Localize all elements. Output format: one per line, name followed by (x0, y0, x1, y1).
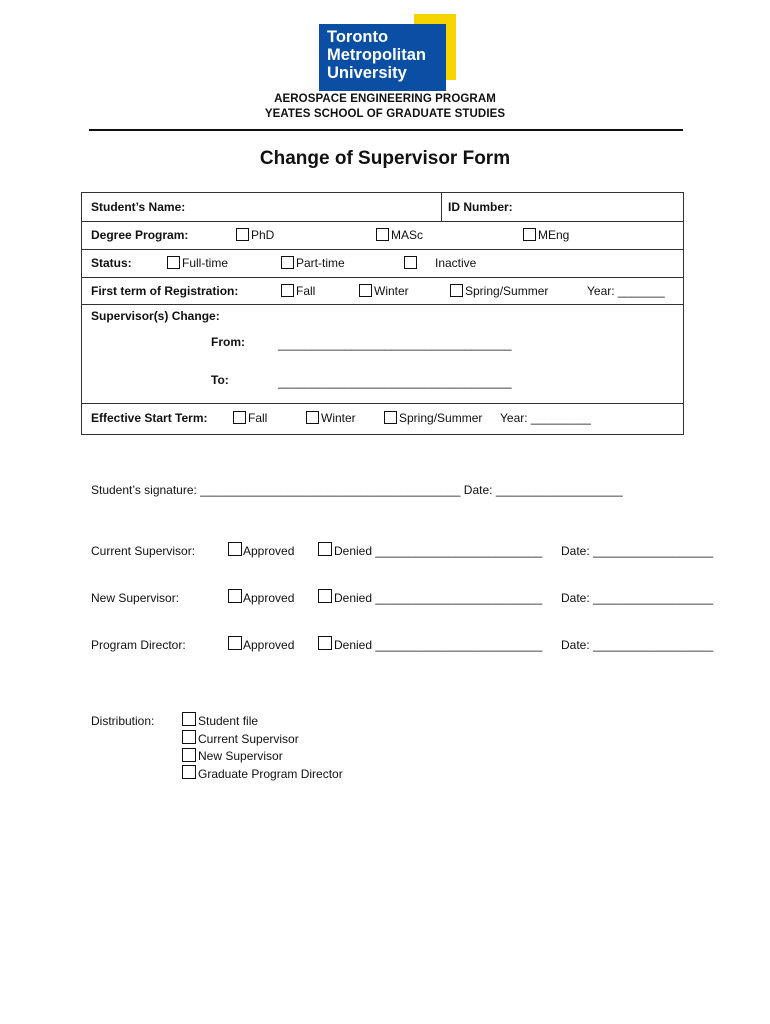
inactive-label: Inactive (435, 256, 477, 270)
row-divider (82, 304, 683, 305)
student-file-label: Student file (198, 714, 259, 728)
full-time-label: Full-time (182, 256, 229, 270)
full-time-checkbox[interactable] (167, 256, 180, 269)
new-supervisor-approved-checkbox[interactable] (228, 589, 242, 603)
to-supervisor-field[interactable]: ___________________________________ (278, 375, 512, 389)
header-divider (89, 129, 683, 131)
denied-signature-line[interactable]: Denied _________________________ (334, 544, 543, 558)
student-file-checkbox[interactable] (182, 712, 196, 726)
graduate-director-copy-label: Graduate Program Director (198, 767, 343, 781)
first-term-winter-label: Winter (374, 284, 409, 298)
program-director-approved-checkbox[interactable] (228, 636, 242, 650)
from-label: From: (211, 335, 245, 349)
row-divider (82, 403, 683, 404)
masc-label: MASc (391, 228, 424, 242)
new-supervisor-denied-checkbox[interactable] (318, 589, 332, 603)
meng-checkbox[interactable] (523, 228, 536, 241)
row-divider (82, 277, 683, 278)
logo-line-1: Toronto (327, 28, 389, 46)
logo-line-2: Metropolitan (327, 46, 426, 64)
new-supervisor-copy-checkbox[interactable] (182, 748, 196, 762)
first-term-fall-label: Fall (296, 284, 316, 298)
masc-checkbox[interactable] (376, 228, 389, 241)
degree-program-label: Degree Program: (91, 228, 189, 242)
effective-winter-label: Winter (321, 411, 356, 425)
denied-signature-line[interactable]: Denied _________________________ (334, 638, 543, 652)
first-term-winter-checkbox[interactable] (359, 284, 372, 297)
program-heading: AEROSPACE ENGINEERING PROGRAM (274, 93, 496, 105)
date-field[interactable]: Date: __________________ (561, 591, 714, 605)
to-label: To: (211, 373, 229, 387)
part-time-label: Part-time (296, 256, 345, 270)
effective-start-label: Effective Start Term: (91, 411, 208, 425)
current-supervisor-approved-checkbox[interactable] (228, 542, 242, 556)
current-supervisor-copy-checkbox[interactable] (182, 730, 196, 744)
first-term-year-field[interactable]: Year: _______ (587, 284, 665, 298)
meng-label: MEng (538, 228, 570, 242)
first-term-spring-checkbox[interactable] (450, 284, 463, 297)
student-name-label: Student’s Name: (91, 200, 186, 214)
row-divider (82, 221, 683, 222)
from-supervisor-field[interactable]: ___________________________________ (278, 337, 512, 351)
date-field[interactable]: Date: __________________ (561, 544, 714, 558)
effective-year-field[interactable]: Year: _________ (500, 411, 591, 425)
current-supervisor-label: Current Supervisor: (91, 544, 196, 558)
effective-winter-checkbox[interactable] (306, 411, 319, 424)
approved-label: Approved (243, 544, 295, 558)
supervisor-change-label: Supervisor(s) Change: (91, 309, 220, 323)
student-signature-line[interactable]: Student’s signature: _______________________________________ Date: ___________________ (91, 483, 623, 497)
current-supervisor-copy-label: Current Supervisor (198, 732, 299, 746)
new-supervisor-label: New Supervisor: (91, 591, 180, 605)
effective-spring-checkbox[interactable] (384, 411, 397, 424)
phd-checkbox[interactable] (236, 228, 249, 241)
status-label: Status: (91, 256, 132, 270)
program-director-denied-checkbox[interactable] (318, 636, 332, 650)
effective-fall-label: Fall (248, 411, 268, 425)
logo-text (327, 28, 426, 82)
current-supervisor-denied-checkbox[interactable] (318, 542, 332, 556)
part-time-checkbox[interactable] (281, 256, 294, 269)
denied-signature-line[interactable]: Denied _________________________ (334, 591, 543, 605)
graduate-director-copy-checkbox[interactable] (182, 765, 196, 779)
approved-label: Approved (243, 591, 295, 605)
approved-label: Approved (243, 638, 295, 652)
effective-fall-checkbox[interactable] (233, 411, 246, 424)
distribution-label: Distribution: (91, 714, 155, 728)
inactive-checkbox[interactable] (404, 256, 417, 269)
new-supervisor-copy-label: New Supervisor (198, 749, 283, 763)
date-field[interactable]: Date: __________________ (561, 638, 714, 652)
first-term-label: First term of Registration: (91, 284, 239, 298)
form-title: Change of Supervisor Form (259, 148, 511, 169)
id-number-label: ID Number: (448, 200, 513, 214)
school-heading: YEATES SCHOOL OF GRADUATE STUDIES (264, 108, 506, 120)
first-term-spring-label: Spring/Summer (465, 284, 549, 298)
first-term-fall-checkbox[interactable] (281, 284, 294, 297)
effective-spring-label: Spring/Summer (399, 411, 483, 425)
phd-label: PhD (251, 228, 275, 242)
row-divider (82, 249, 683, 250)
program-director-label: Program Director: (91, 638, 186, 652)
row-divider-vertical (441, 193, 442, 221)
logo-line-3: University (327, 64, 407, 82)
